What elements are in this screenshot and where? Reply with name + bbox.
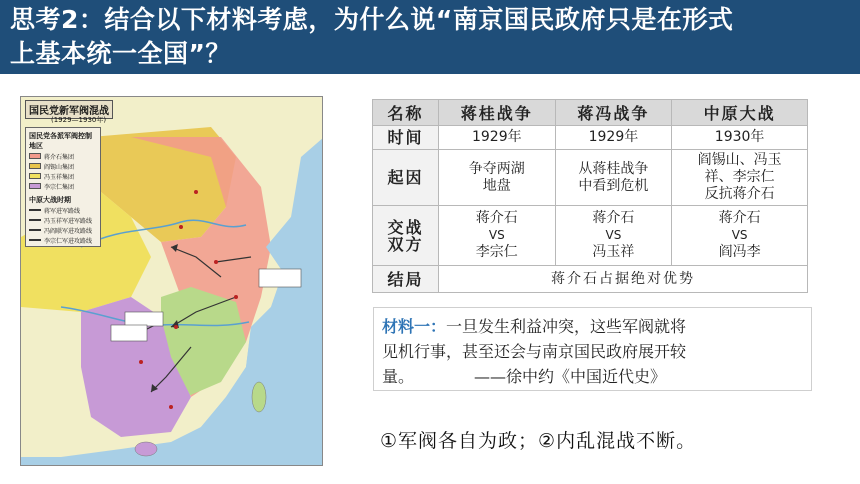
cell-line: 中看到危机 [578,177,649,194]
map-callout-3 [111,325,147,341]
legend-item-yan [29,161,97,171]
legend-swatch [29,153,41,159]
legend-line-sample [29,239,41,241]
cell-line: 蒋介石 [718,210,761,226]
legend-label: 冯玉祥集团 [44,173,75,181]
material-tag: 材料一： [382,317,447,336]
cell-line: 蒋介石 [592,210,635,226]
legend-swatch [29,173,41,179]
table-cell: 1929年 [555,126,672,150]
cell-line: 李宗仁 [475,244,518,260]
table-header-cell: 中原大战 [672,100,808,126]
table-cell [439,150,556,206]
material-line1 [382,314,803,339]
cell-line: 反抗蒋介石 [704,186,775,202]
legend-line-2 [29,215,97,225]
material-text: 一旦发生利益冲突，这些军阀就将 [446,317,687,336]
map-title: 国民党新军阀混战 [25,100,113,119]
legend-line-sample [29,219,41,221]
legend-label: 李宗仁集团 [44,183,75,191]
table-header-cell: 蒋冯战争 [555,100,672,126]
row-label-line: 双方 [387,234,424,254]
title-banner [0,0,860,74]
table-cell [555,150,672,206]
legend-item-feng [29,171,97,181]
table-row-sides [373,206,808,266]
map-legend [25,127,101,247]
cell-line: 蒋介石 [475,210,518,226]
legend-line-1 [29,205,97,215]
table-cell [672,206,808,266]
legend-war-title: 中原大战时期 [29,196,71,204]
map-island-taiwan [252,382,266,412]
legend-label: 阎锡山集团 [44,163,75,171]
material-line3 [382,364,803,389]
cell-line: 阎冯李 [718,244,761,260]
cell-line: 冯玉祥 [592,244,635,260]
table-header-cell: 名称 [373,100,439,126]
map-callout-1 [259,269,301,287]
row-label [373,206,439,266]
cell-line-vs: VS [731,228,748,242]
table-header-row [373,100,808,126]
cell-line-vs: VS [605,228,622,242]
map-island-hainan [135,442,157,456]
legend-item-chiang [29,151,97,161]
legend-line-4 [29,235,97,245]
legend-label: 冯阎联军进攻路线 [44,227,93,235]
row-label: 时间 [373,126,439,150]
cell-line: 阎锡山、冯玉 [697,152,782,168]
map-subtitle: (1929—1930年) [51,116,107,124]
legend-title: 国民党各派军阀控制地区 [29,132,92,150]
cell-line: 从蒋桂战争 [578,160,649,177]
table-cell: 1929年 [439,126,556,150]
cell-line: 争夺两湖 [468,160,525,177]
material-excerpt [373,307,812,391]
legend-label: 冯玉祥军进军路线 [44,217,93,225]
table-cell [439,206,556,266]
legend-swatch [29,163,41,169]
answer-text: ①军阀各自为政；②内乱混战不断。 [380,430,697,452]
legend-swatch [29,183,41,189]
legend-label: 蒋介石集团 [44,153,75,161]
legend-line-3 [29,225,97,235]
table-cell-result: 蒋介石占据绝对优势 [439,266,808,293]
row-label-line: 交战 [387,217,424,237]
table-row-cause [373,150,808,206]
row-label: 起因 [373,150,439,206]
legend-label: 蒋军进军路线 [44,207,81,215]
cell-line: 地盘 [482,177,511,194]
legend-item-li [29,181,97,191]
map-callout-2 [125,312,163,326]
war-comparison-table [372,99,808,293]
cell-line: 祥、李宗仁 [704,169,775,185]
table-cell [672,150,808,206]
row-label: 结局 [373,266,439,293]
warlord-war-map [20,96,323,466]
table-cell: 1930年 [672,126,808,150]
legend-line-sample [29,229,41,231]
question-title-line2: 上基本统一全国”？ [10,39,231,68]
legend-line-sample [29,209,41,211]
table-cell [555,206,672,266]
material-line2: 见机行事，甚至还会与南京国民政府展开较 [382,342,687,361]
material-source: ——徐中约《中国近代史》 [474,367,667,386]
question-title-line1: 思考2：结合以下材料考虑，为什么说“南京国民政府只是在形式 [10,5,734,34]
table-row-time [373,126,808,150]
table-header-cell: 蒋桂战争 [439,100,556,126]
material-text: 量。 [382,367,415,386]
table-row-result [373,266,808,293]
legend-label: 李宗仁军进攻路线 [44,237,93,245]
cell-line-vs: VS [488,228,505,242]
